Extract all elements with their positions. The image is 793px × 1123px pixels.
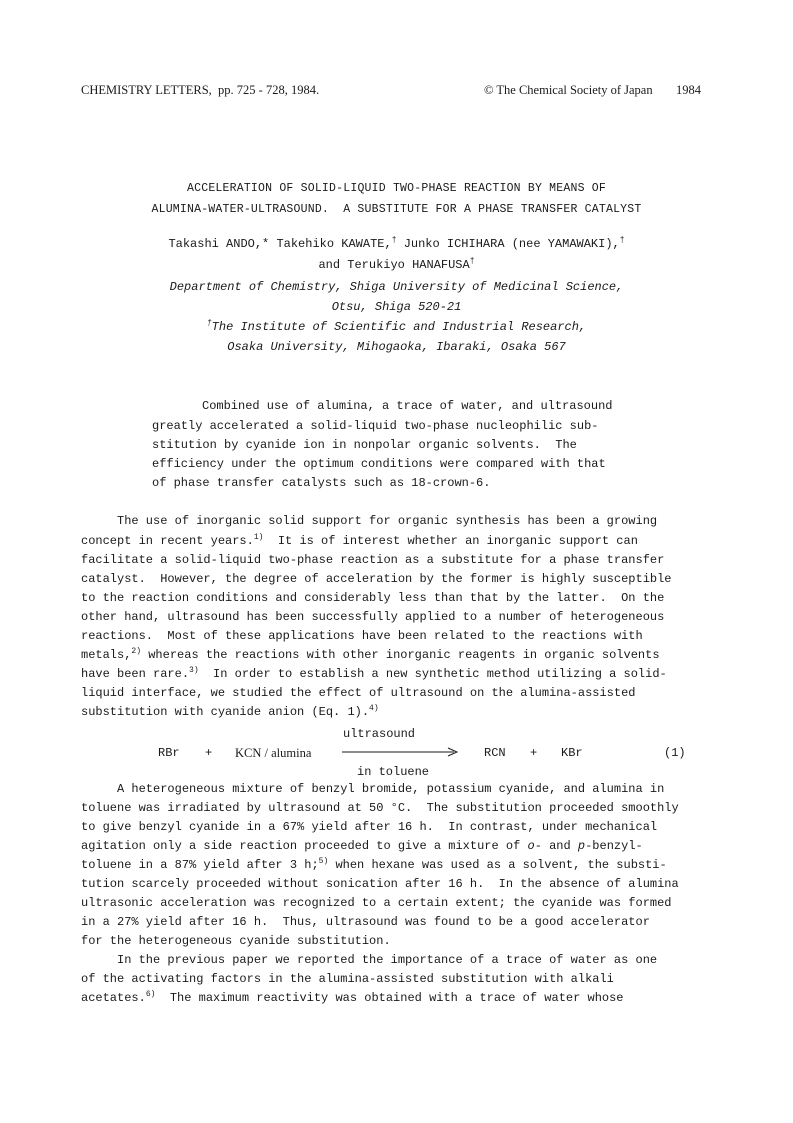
body-line: The use of inorganic solid support for organic synthesis has been a growing [81, 514, 658, 528]
affiliation-line-3: †The Institute of Scientific and Industrial Research, [206, 319, 587, 334]
body-line: in a 27% yield after 16 h. Thus, ultrasound was found to be a good accelerator [81, 915, 650, 929]
dagger-mark: † [619, 236, 625, 245]
equation-plus: + [205, 746, 213, 760]
equation-product: RCN [484, 746, 506, 760]
dagger-mark: † [206, 319, 212, 328]
body-line: to give benzyl cyanide in a 67% yield after 16 h. In contrast, under mechanical [81, 820, 658, 834]
body-line: liquid interface, we studied the effect of ultrasound on the alumina-assisted [81, 686, 636, 700]
paper-title-line-1: ACCELERATION OF SOLID-LIQUID TWO-PHASE REACTION BY MEANS OF [187, 182, 606, 195]
body-line: have been rare.$^{3)}$ In order to establish a new synthetic method utilizing a solid- [81, 666, 667, 681]
body-line: metals,$^{2)}$ whereas the reactions with other inorganic reagents in organic solvents [81, 647, 660, 662]
citation-ref: 3) [189, 666, 199, 675]
abstract-line: Combined use of alumina, a trace of water, and ultrasound [202, 399, 613, 413]
body-line: facilitate a solid-liquid two-phase reaction as a substitute for a phase transfer [81, 553, 665, 567]
equation-reactant: KCN / alumina [235, 746, 312, 760]
body-line: concept in recent years.$^{1)}$ It is of interest whether an inorganic support can [81, 533, 638, 548]
dagger-mark: † [391, 236, 397, 245]
body-line: toluene was irradiated by ultrasound at 50 °C. The substitution proceeded smoothly [81, 801, 679, 815]
abstract-line: of phase transfer catalysts such as 18-crown-6. [152, 476, 491, 490]
equation-condition-below: in toluene [357, 765, 430, 779]
abstract-line: stitution by cyanide ion in nonpolar organic solvents. The [152, 438, 577, 452]
body-line: toluene in a 87% yield after 3 h;$^{5)}$ when hexane was used as a solvent, the substi- [81, 857, 667, 872]
body-line: In the previous paper we reported the importance of a trace of water as one [81, 953, 658, 967]
citation-ref: 1) [253, 533, 264, 542]
publication-year: 1984 [676, 83, 701, 97]
authors-line-1: Takashi ANDO,* Takehiko KAWATE,† Junko ICHIHARA (nee YAMAWAKI),† [168, 236, 625, 251]
affiliation-line-2: Otsu, Shiga 520-21 [331, 300, 462, 314]
equation-product: KBr [561, 746, 583, 760]
body-line: other hand, ultrasound has been successfully applied to a number of heterogeneous [81, 610, 665, 624]
body-line: to the reaction conditions and considerably less than that by the latter. On the [81, 591, 665, 605]
paper-title-line-2: ALUMINA-WATER-ULTRASOUND. A SUBSTITUTE FOR A PHASE TRANSFER CATALYST [151, 203, 642, 216]
authors-line-2: and Terukiyo HANAFUSA† [318, 257, 475, 272]
copyright-notice: © The Chemical Society of Japan [484, 83, 653, 97]
body-line: catalyst. However, the degree of acceleration by the former is highly susceptible [81, 572, 672, 586]
body-line: agitation only a side reaction proceeded to give a mixture of o- and p-benzyl- [81, 839, 643, 853]
equation-number: (1) [664, 746, 686, 760]
dagger-mark: † [469, 257, 475, 266]
journal-citation: CHEMISTRY LETTERS, pp. 725 - 728, 1984. [81, 83, 320, 97]
body-line: for the heterogeneous cyanide substitution. [81, 934, 391, 948]
abstract-line: efficiency under the optimum conditions were compared with that [152, 457, 606, 471]
body-line: substitution with cyanide anion (Eq. 1).$^{4)}$ [81, 704, 379, 719]
equation-plus: + [530, 746, 538, 760]
citation-ref: 6) [145, 990, 156, 999]
body-line: tution scarcely proceeded without sonication after 16 h. In the absence of alumina [81, 877, 679, 891]
citation-ref: 2) [131, 647, 142, 656]
equation-condition-above: ultrasound [343, 727, 416, 741]
abstract-line: greatly accelerated a solid-liquid two-phase nucleophilic sub- [152, 419, 599, 433]
citation-ref: 5) [318, 857, 329, 866]
reaction-arrow-icon [342, 747, 460, 759]
body-line: acetates.$^{6)}$ The maximum reactivity was obtained with a trace of water whose [81, 990, 624, 1005]
body-line: reactions. Most of these applications have been related to the reactions with [81, 629, 643, 643]
body-line: of the activating factors in the alumina-assisted substitution with alkali [81, 972, 614, 986]
equation-reactant: RBr [158, 746, 180, 760]
citation-ref: 4) [369, 704, 379, 713]
body-line: ultrasonic acceleration was recognized to a certain extent; the cyanide was formed [81, 896, 672, 910]
affiliation-line-4: Osaka University, Mihogaoka, Ibaraki, Osaka 567 [227, 340, 566, 354]
body-line: A heterogeneous mixture of benzyl bromide, potassium cyanide, and alumina in [81, 782, 665, 796]
affiliation-line-1: Department of Chemistry, Shiga University of Medicinal Science, [169, 280, 624, 294]
